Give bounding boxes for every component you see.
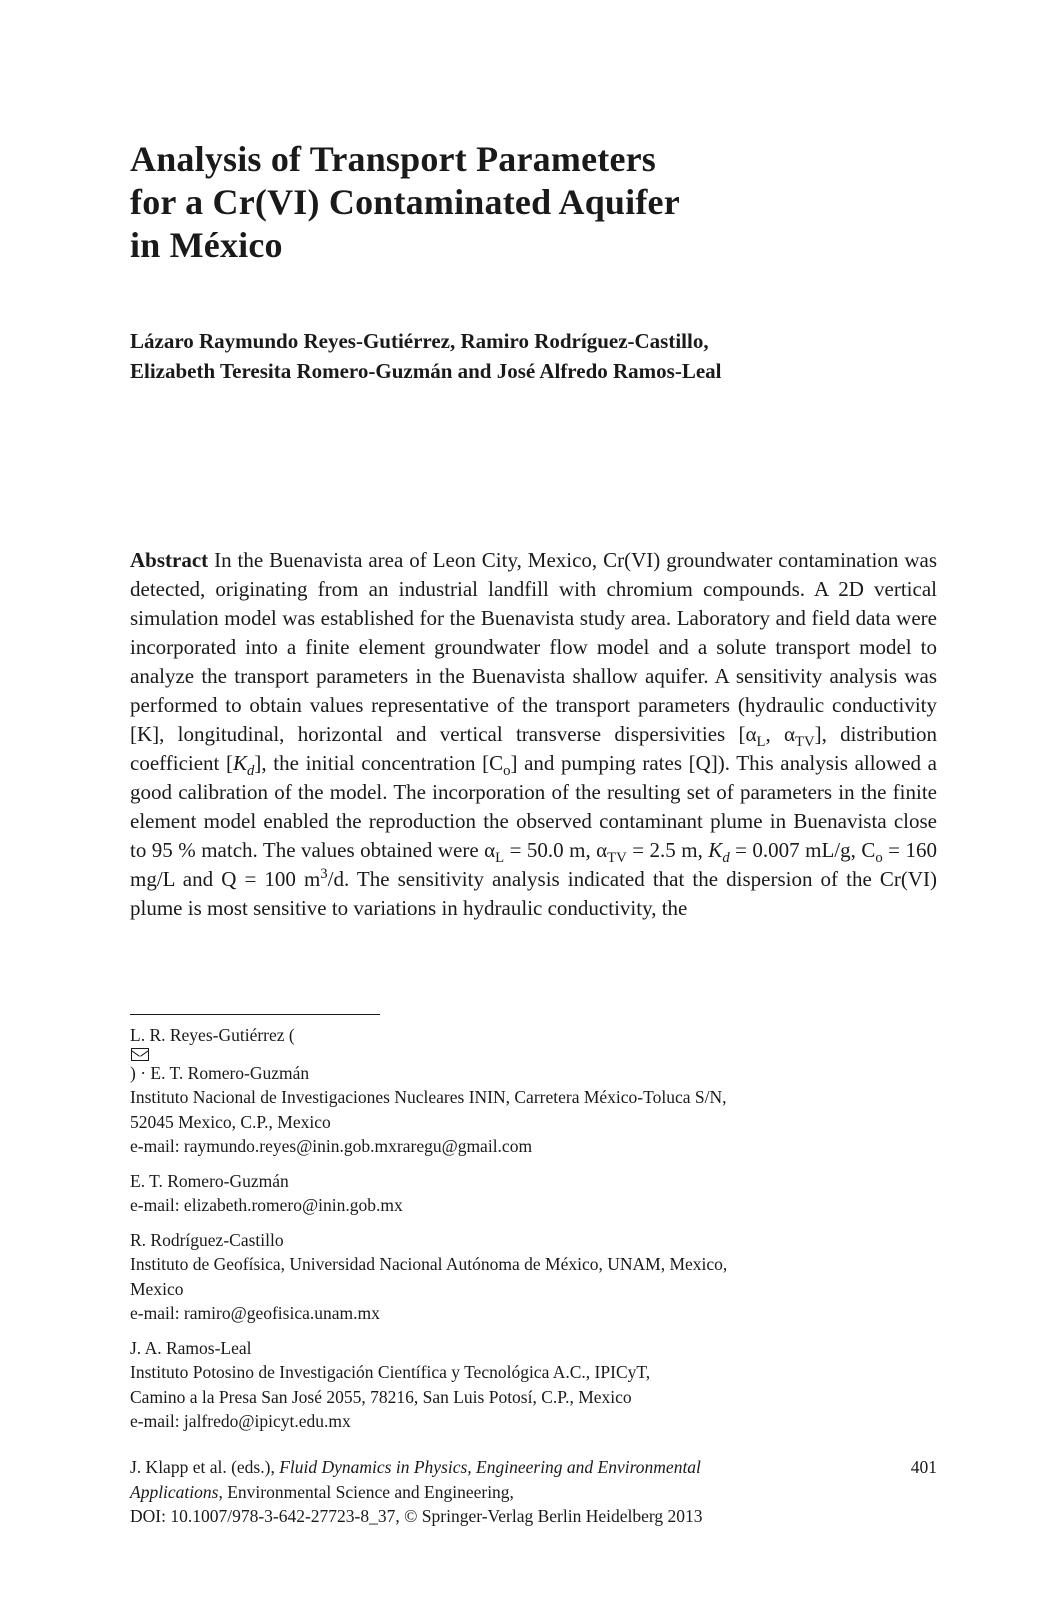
- note-text: R. Rodríguez-Castillo: [130, 1229, 284, 1250]
- abstract-text: ], distribution coefficient [: [130, 722, 937, 775]
- abstract-text: = 160 mg/L and Q = 100 m: [130, 838, 937, 891]
- affiliation-notes: [130, 1023, 937, 1444]
- email-text: e-mail: ramiro@geofisica.unam.mx: [130, 1303, 380, 1323]
- k-symbol: K: [233, 751, 248, 775]
- alpha-symbol: α: [745, 722, 757, 746]
- alpha-symbol: α: [596, 838, 608, 862]
- note-text: Instituto Potosino de Investigación Científica y Tecnológica A.C., IPICyT,: [130, 1362, 651, 1382]
- paper-title: [130, 138, 930, 267]
- subscript: d: [247, 763, 255, 780]
- affiliation-note: [130, 1336, 937, 1434]
- author-list: [130, 326, 930, 386]
- email-text: e-mail: elizabeth.romero@inin.gob.mx: [130, 1195, 403, 1215]
- abstract-text: /d. The sensitivity analysis indicated that the dispersion of the Cr(VI) plume is most sensitive to variations in hydraulic conductivity, the: [130, 867, 937, 920]
- email-text: e-mail: raymundo.reyes@inin.gob.mxraregu@gmail.com: [130, 1136, 533, 1156]
- note-text: Instituto Nacional de Investigaciones Nucleares ININ, Carretera México-Toluca S/N,: [130, 1087, 727, 1107]
- abstract-text: ,: [765, 722, 785, 746]
- subscript: o: [875, 850, 883, 867]
- citation-footer: [130, 1455, 937, 1529]
- note-text: 52045 Mexico, C.P., Mexico: [130, 1111, 331, 1132]
- subscript: o: [503, 763, 511, 780]
- title-line: Analysis of Transport Parameters: [130, 139, 657, 179]
- subscript: L: [495, 850, 505, 867]
- subscript: d: [722, 850, 730, 867]
- affiliation-note: [130, 1228, 937, 1326]
- note-text: Mexico: [130, 1278, 184, 1299]
- note-text: Instituto de Geofísica, Universidad Nacional Autónoma de México, UNAM, Mexico,: [130, 1254, 728, 1274]
- affiliation-note: [130, 1023, 937, 1159]
- title-line: in México: [130, 225, 283, 265]
- abstract-text: In the Buenavista area of Leon City, Mexico, Cr(VI) groundwater contamination was detected, originating from an industrial landfill with chromium compounds. A 2D vertical simulation model was established for the Buenavista study area. Laboratory and field data were incorporated into a finite element groundwater flow model and a solute transport model to analyze the transport parameters in the Buenavista shallow aquifer. A sensitivity analysis was performed to obtain values representative of the transport parameters (hydraulic conductivity [K], longitudinal, horizontal and vertical transverse dispersivities [: [130, 548, 937, 746]
- abstract-text: = 50.0 m,: [504, 838, 597, 862]
- note-text: ) · E. T. Romero-Guzmán: [130, 1062, 310, 1083]
- footnote-divider: [130, 1014, 380, 1015]
- superscript: 3: [320, 866, 328, 882]
- book-title: Applications: [130, 1481, 219, 1502]
- abstract-text: = 0.007 mL/g, C: [729, 838, 876, 862]
- doi-line: DOI: 10.1007/978-3-642-27723-8_37, © Springer-Verlag Berlin Heidelberg 2013: [130, 1506, 703, 1526]
- abstract-text: = 2.5 m,: [626, 838, 709, 862]
- affiliation-note: [130, 1169, 937, 1218]
- abstract: [130, 546, 937, 923]
- k-symbol: K: [708, 838, 723, 862]
- footer-text: , Environmental Science and Engineering,: [218, 1481, 514, 1502]
- author-line: Lázaro Raymundo Reyes-Gutiérrez, Ramiro Rodríguez-Castillo,: [130, 329, 709, 353]
- subscript: TV: [795, 734, 815, 751]
- note-text: Camino a la Presa San José 2055, 78216, San Luis Potosí, C.P., Mexico: [130, 1386, 632, 1407]
- book-title: Fluid Dynamics in Physics, Engineering and Environmental: [279, 1457, 701, 1477]
- author-line: Elizabeth Teresita Romero-Guzmán and José Alfredo Ramos-Leal: [130, 359, 722, 383]
- title-line: for a Cr(VI) Contaminated Aquifer: [130, 182, 680, 222]
- page-number: 401: [910, 1457, 937, 1477]
- alpha-symbol: α: [484, 838, 496, 862]
- note-text: E. T. Romero-Guzmán: [130, 1170, 289, 1191]
- subscript: L: [756, 734, 766, 751]
- alpha-symbol: α: [784, 722, 796, 746]
- footer-text: J. Klapp et al. (eds.),: [130, 1457, 280, 1477]
- email-text: e-mail: jalfredo@ipicyt.edu.mx: [130, 1411, 351, 1431]
- abstract-text: ] and pumping rates [Q]). This analysis allowed a good calibration of the model. The incorporation of the resulting set of parameters in the finite element model enabled the reproduction the observed contaminant plume in Buenavista close to 95 % match. The values obtained were: [130, 751, 938, 862]
- subscript: TV: [607, 850, 627, 867]
- abstract-label: Abstract: [130, 548, 209, 572]
- note-text: L. R. Reyes-Gutiérrez (: [130, 1025, 295, 1045]
- abstract-text: ], the initial concentration [C: [254, 751, 504, 775]
- note-text: J. A. Ramos-Leal: [130, 1337, 252, 1358]
- envelope-icon: [131, 1048, 149, 1061]
